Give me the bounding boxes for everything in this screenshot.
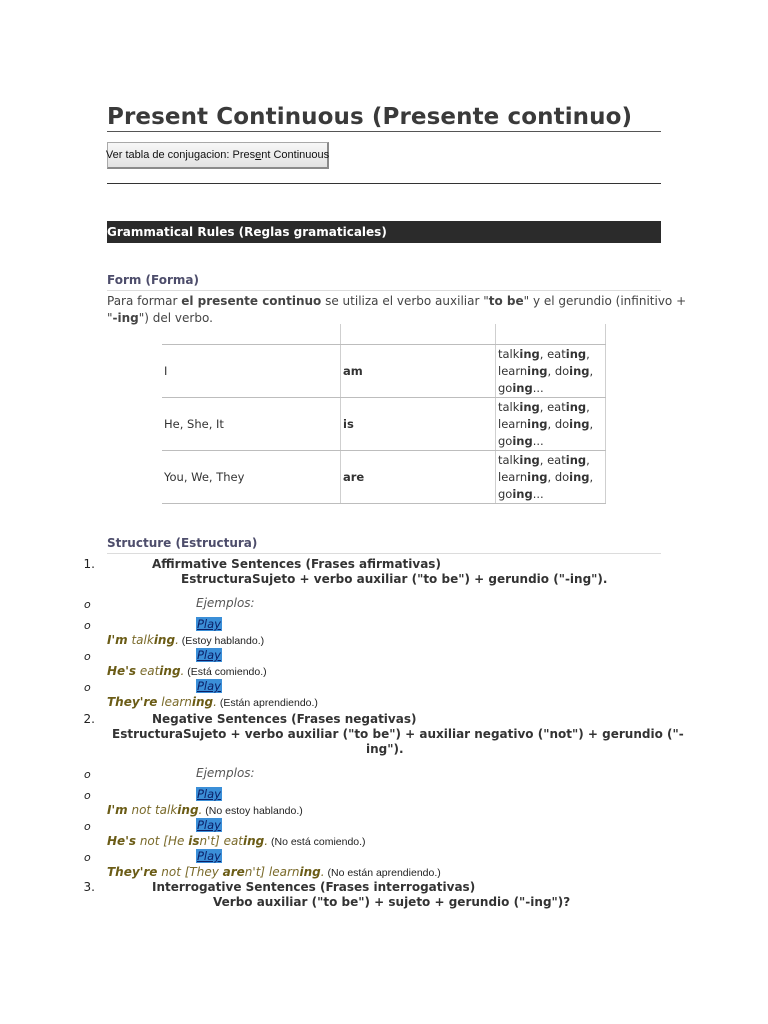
ex-translation: (No estoy hablando.) <box>202 805 303 817</box>
table-header-cell <box>162 324 341 345</box>
gerund-suffix: ing <box>512 433 533 448</box>
ex-part: 'm <box>111 803 128 817</box>
ex-part: not [They <box>157 865 223 879</box>
gerund-suffix: ing <box>565 452 587 467</box>
ex-part: talk <box>127 633 154 647</box>
ex-part: not talk <box>127 803 178 817</box>
gerund-sep: , <box>586 346 590 361</box>
gerund-suffix: ing <box>565 399 587 414</box>
ex-part: are <box>222 865 245 879</box>
ex-part: 're <box>139 865 158 879</box>
gerund-cell <box>496 451 606 504</box>
ex-part: learn <box>157 695 192 709</box>
table-row <box>162 398 606 451</box>
gerund-stem: do <box>554 363 570 378</box>
ex-part: . <box>198 803 203 817</box>
negative-structure-line1: EstructuraSujeto + verbo auxiliar ("to be") + auxiliar negativo ("not") + gerundio ("- <box>112 727 684 741</box>
table-row <box>162 345 606 398</box>
gerund-stem: go <box>498 433 513 448</box>
negative-title: Negative Sentences (Frases negativas) <box>152 712 417 726</box>
form-table <box>162 324 606 504</box>
bullet: o <box>84 650 91 663</box>
conjugation-table-button[interactable] <box>107 142 329 169</box>
ex-part: is <box>188 834 200 848</box>
example-sentence <box>107 633 264 647</box>
play-button[interactable]: Play <box>197 617 221 631</box>
gerund-suffix: ing <box>527 416 548 431</box>
ex-part: . <box>320 865 325 879</box>
ex-part: I <box>107 633 112 647</box>
ex-translation: (No están aprendiendo.) <box>324 867 441 879</box>
play-button[interactable]: Play <box>197 787 221 801</box>
table-header-row <box>162 324 606 345</box>
grammatical-rules-header: Grammatical Rules (Reglas gramaticales) <box>107 221 661 243</box>
gerund-sep: , <box>547 469 555 484</box>
gerund-stem: go <box>498 380 513 395</box>
ex-translation: (Estoy hablando.) <box>178 635 265 647</box>
ex-part: 's <box>125 664 137 678</box>
aux-cell: am <box>341 345 496 398</box>
ex-part: ing <box>159 664 181 678</box>
form-intro-line2 <box>107 311 213 325</box>
page-title: Present Continuous (Presente continuo) <box>107 104 633 130</box>
bullet: o <box>84 619 91 632</box>
example-sentence <box>107 664 267 678</box>
gerund-sep: , <box>547 363 555 378</box>
gerund-stem: talk <box>498 399 520 414</box>
aux-cell: are <box>341 451 496 504</box>
example-sentence <box>107 803 303 817</box>
ejemplos-label: Ejemplos: <box>196 766 255 780</box>
form-heading: Form (Forma) <box>107 273 199 287</box>
aux-cell: is <box>341 398 496 451</box>
bullet: o <box>84 789 91 802</box>
intro-text: se utiliza el verbo auxiliar " <box>321 294 489 308</box>
gerund-stem: talk <box>498 346 520 361</box>
gerund-suffix: ing <box>527 469 548 484</box>
example-sentence <box>107 834 366 848</box>
gerund-sep: , <box>586 399 590 414</box>
interrogative-structure: Verbo auxiliar ("to be") + sujeto + gerundio ("-ing")? <box>213 895 571 909</box>
list-number: 1. <box>83 557 95 571</box>
ex-part: ing <box>153 633 176 647</box>
gerund-suffix: ing <box>519 346 540 361</box>
table-header-cell <box>341 324 496 345</box>
ex-translation: (Están aprendiendo.) <box>216 697 318 709</box>
gerund-ellipsis: ... <box>532 433 544 448</box>
bullet: o <box>84 768 91 781</box>
gerund-suffix: ing <box>569 416 590 431</box>
ex-part: ing <box>243 834 265 848</box>
gerund-stem: do <box>554 416 570 431</box>
gerund-suffix: ing <box>527 363 548 378</box>
gerund-stem: do <box>554 469 570 484</box>
gerund-suffix: ing <box>569 469 590 484</box>
bullet: o <box>84 820 91 833</box>
gerund-sep: , <box>586 452 590 467</box>
subject-cell: You, We, They <box>162 451 341 504</box>
ex-part: . <box>175 633 179 647</box>
play-button[interactable]: Play <box>197 679 221 693</box>
gerund-stem: learn <box>498 363 528 378</box>
conj-button-label-a: Ver tabla de conjugacion: Pres <box>105 149 256 161</box>
play-button[interactable]: Play <box>197 818 221 832</box>
title-underline <box>107 131 661 132</box>
ex-translation: (Está comiendo.) <box>184 666 267 678</box>
intro-bold: to be <box>488 294 524 308</box>
list-number: 3. <box>83 880 95 894</box>
gerund-sep: , <box>589 416 594 431</box>
separator-rule <box>107 183 661 184</box>
gerund-stem: go <box>498 486 513 501</box>
play-button[interactable]: Play <box>197 849 221 863</box>
gerund-sep: , <box>539 346 548 361</box>
table-header-cell <box>496 324 606 345</box>
ex-part: . <box>180 664 185 678</box>
intro-text: " y el gerundio (infinitivo + <box>523 294 687 308</box>
ex-part: 'm <box>111 633 128 647</box>
ex-part: ing <box>177 803 199 817</box>
affirmative-title: Affirmative Sentences (Frases afirmativas) <box>152 557 441 571</box>
subject-cell: He, She, It <box>162 398 341 451</box>
conj-button-label-b: nt Continuous <box>261 149 330 161</box>
interrogative-title: Interrogative Sentences (Frases interrogativas) <box>152 880 476 894</box>
subject-cell: I <box>162 345 341 398</box>
intro-text: Para formar <box>107 294 182 308</box>
gerund-sep: , <box>539 399 548 414</box>
gerund-stem: talk <box>498 452 520 467</box>
list-number: 2. <box>83 712 95 726</box>
gerund-suffix: ing <box>519 399 540 414</box>
gerund-ellipsis: ... <box>532 486 544 501</box>
gerund-sep: , <box>589 363 594 378</box>
ex-part: n't] learn <box>244 865 300 879</box>
ex-part: They <box>107 695 140 709</box>
bullet: o <box>84 681 91 694</box>
ex-part: He <box>107 834 126 848</box>
form-intro-line1 <box>107 294 686 308</box>
affirmative-structure: EstructuraSujeto + verbo auxiliar ("to be") + gerundio ("-ing"). <box>181 572 608 586</box>
example-sentence <box>107 865 441 879</box>
gerund-cell <box>496 398 606 451</box>
gerund-stem: learn <box>498 416 528 431</box>
play-button[interactable]: Play <box>197 648 221 662</box>
gerund-suffix: ing <box>512 486 533 501</box>
gerund-stem: learn <box>498 469 528 484</box>
ex-part: I <box>107 803 112 817</box>
intro-text: " <box>107 311 113 325</box>
gerund-sep: , <box>589 469 594 484</box>
example-sentence <box>107 695 318 709</box>
gerund-suffix: ing <box>512 380 533 395</box>
gerund-suffix: ing <box>519 452 540 467</box>
gerund-stem: eat <box>547 346 566 361</box>
ex-part: ing <box>191 695 214 709</box>
negative-structure-line2: ing"). <box>366 742 404 756</box>
ex-part: ing <box>299 865 321 879</box>
gerund-suffix: ing <box>565 346 587 361</box>
ex-part: not [He <box>136 834 189 848</box>
gerund-sep: , <box>539 452 548 467</box>
ejemplos-label: Ejemplos: <box>196 596 255 610</box>
ex-translation: (No está comiendo.) <box>268 836 366 848</box>
gerund-stem: eat <box>547 399 566 414</box>
intro-bold: -ing <box>112 311 139 325</box>
gerund-sep: , <box>547 416 555 431</box>
gerund-stem: eat <box>547 452 566 467</box>
ex-part: 're <box>139 695 158 709</box>
ex-part: They <box>107 865 140 879</box>
gerund-cell <box>496 345 606 398</box>
structure-heading-rule <box>107 553 661 554</box>
intro-text: ") del verbo. <box>138 311 213 325</box>
ex-part: 's <box>125 834 137 848</box>
gerund-suffix: ing <box>569 363 590 378</box>
bullet: o <box>84 598 91 611</box>
ex-part: n't] eat <box>199 834 244 848</box>
ex-part: eat <box>136 664 160 678</box>
ex-part: He <box>107 664 126 678</box>
table-row <box>162 451 606 504</box>
gerund-ellipsis: ... <box>532 380 544 395</box>
conj-button-access-key: e <box>255 149 262 161</box>
form-heading-rule <box>107 290 661 291</box>
structure-heading: Structure (Estructura) <box>107 536 258 550</box>
intro-bold: el presente continuo <box>181 294 322 308</box>
ex-part: . <box>213 695 217 709</box>
ex-part: . <box>264 834 269 848</box>
bullet: o <box>84 851 91 864</box>
